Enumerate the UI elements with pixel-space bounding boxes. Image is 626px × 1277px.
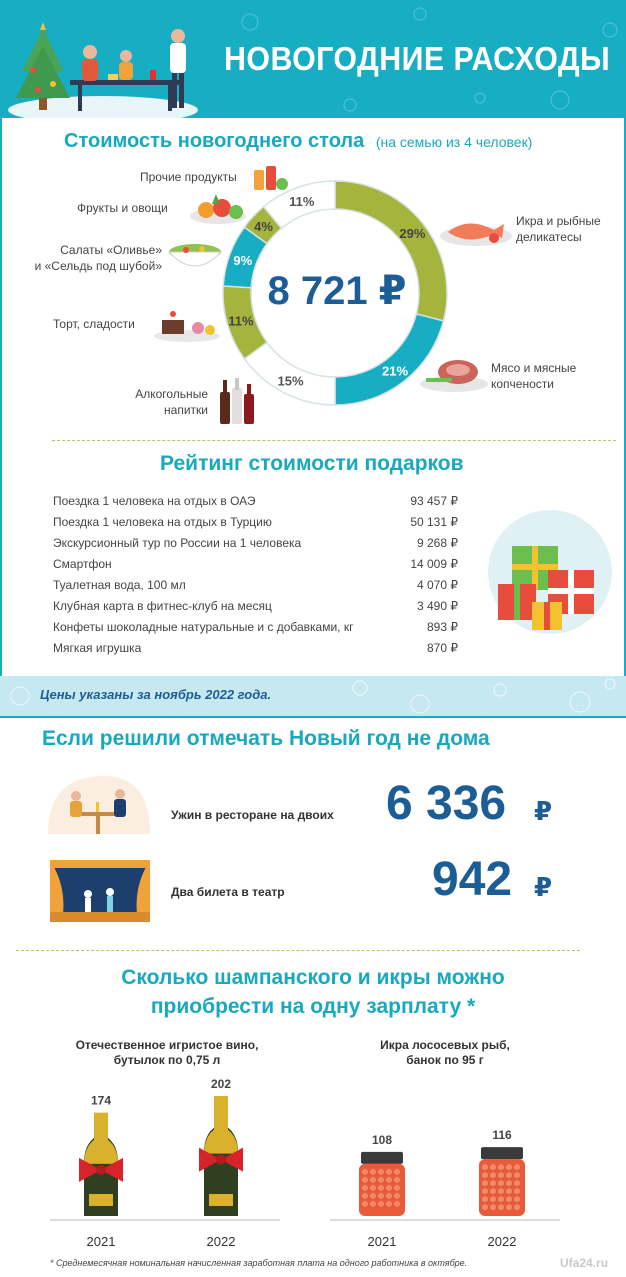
label-salads-line2: и «Сельдь под шубой» <box>34 259 162 273</box>
gift-item-price: 893 ₽ <box>427 619 458 634</box>
gift-row <box>53 553 458 574</box>
donut-value-label: 9% <box>233 252 253 268</box>
caviar-egg <box>362 1169 368 1175</box>
caviar-egg <box>514 1180 520 1186</box>
caviar-egg <box>370 1169 376 1175</box>
jar-lid <box>481 1147 523 1159</box>
caviar-egg <box>482 1164 488 1170</box>
caviar-egg <box>498 1188 504 1194</box>
gift-item-name: Поездка 1 человека на отдых в ОАЭ <box>53 493 256 508</box>
caviar-egg <box>362 1185 368 1191</box>
wine-chart-title-line2: бутылок по 0,75 л <box>113 1053 221 1067</box>
gift-item-price: 870 ₽ <box>427 640 458 655</box>
label-salads-line1: Салаты «Оливье» <box>60 243 162 257</box>
caviar-egg <box>514 1172 520 1178</box>
label-alcohol-line1: Алкогольные <box>135 387 208 401</box>
caviar-egg <box>506 1204 512 1210</box>
gift-item-name: Конфеты шоколадные натуральные и с добавками, кг <box>53 619 354 634</box>
restaurant-label: Ужин в ресторане на двоих <box>171 808 334 822</box>
table-cost-title-text: Стоимость новогоднего стола <box>64 130 365 152</box>
gift-row <box>53 490 458 511</box>
label-meat-line1: Мясо и мясные <box>491 361 577 375</box>
price-note-bar <box>0 676 626 716</box>
gift-row <box>53 532 458 553</box>
gift-row <box>53 574 458 595</box>
gift-row <box>53 595 458 616</box>
gift-item-name: Туалетная вода, 100 мл <box>53 577 186 592</box>
label-meat-line2: копчености <box>491 377 554 391</box>
donut-value-label: 29% <box>399 225 426 241</box>
caviar-egg <box>362 1201 368 1207</box>
caviar-egg <box>498 1172 504 1178</box>
caviar-egg <box>506 1180 512 1186</box>
meat-icon <box>418 352 490 394</box>
year-tick-label: 2022 <box>487 1234 517 1249</box>
gift-item-name: Клубная карта в фитнес-клуб на месяц <box>53 598 272 613</box>
caviar-egg <box>394 1177 400 1183</box>
salary-charts <box>0 1070 626 1260</box>
restaurant-price: 6 336 <box>386 777 507 830</box>
fish-caviar-icon <box>438 208 514 248</box>
jar-lid <box>361 1152 403 1164</box>
gift-row <box>53 637 458 658</box>
caviar-egg <box>490 1172 496 1178</box>
caviar-egg <box>362 1177 368 1183</box>
gift-item-price: 4 070 ₽ <box>417 577 458 592</box>
theater-label: Два билета в театр <box>171 885 285 899</box>
watermark: Ufa24.ru <box>560 1256 609 1270</box>
salary-title <box>0 963 626 1021</box>
table-cost-subtitle: (на семью из 4 человек) <box>375 134 533 150</box>
year-tick-label: 2022 <box>206 1234 236 1249</box>
table-cost-total: 8 721 ₽ <box>267 269 407 313</box>
ribbon-bow <box>96 1165 106 1175</box>
caviar-egg <box>490 1164 496 1170</box>
caviar-egg <box>506 1196 512 1202</box>
caviar-egg <box>514 1188 520 1194</box>
caviar-egg <box>394 1185 400 1191</box>
gift-row <box>53 511 458 532</box>
caviar-egg <box>490 1188 496 1194</box>
caviar-egg <box>514 1204 520 1210</box>
bar-value-label: 116 <box>492 1128 512 1143</box>
caviar-egg <box>482 1188 488 1194</box>
caviar-egg <box>506 1188 512 1194</box>
caviar-egg <box>482 1196 488 1202</box>
caviar-egg <box>362 1193 368 1199</box>
caviar-egg <box>394 1169 400 1175</box>
salad-bowl-icon <box>166 236 224 274</box>
caviar-egg <box>490 1196 496 1202</box>
gift-item-name: Экскурсионный тур по России на 1 человека <box>53 535 302 550</box>
gift-boxes-icon <box>482 506 618 640</box>
theater-price: 942 <box>432 853 513 906</box>
price-note-text: Цены указаны за ноябрь 2022 года. <box>40 687 272 702</box>
label-other-products: Прочие продукты <box>140 170 237 184</box>
caviar-egg <box>378 1185 384 1191</box>
donut-value-label: 11% <box>228 313 254 329</box>
salary-title-line2: приобрести на одну зарплату * <box>150 995 476 1018</box>
caviar-egg <box>482 1180 488 1186</box>
gifts-rating-title: Рейтинг стоимости подарков <box>160 452 464 475</box>
caviar-egg <box>498 1204 504 1210</box>
label-caviar-fish-line1: Икра и рыбные <box>516 214 601 228</box>
gift-item-price: 50 131 ₽ <box>410 514 458 529</box>
label-caviar-fish-line2: деликатесы <box>516 230 582 244</box>
bar-value-label: 202 <box>210 1077 232 1091</box>
caviar-egg <box>394 1201 400 1207</box>
wine-chart-title-line1: Отечественное игристое вино, <box>75 1038 259 1052</box>
gift-item-name: Смартфон <box>53 556 112 571</box>
ribbon-bow <box>216 1155 226 1165</box>
caviar-egg <box>490 1180 496 1186</box>
donut-value-label: 4% <box>254 218 273 234</box>
caviar-egg <box>370 1177 376 1183</box>
caviar-egg <box>514 1196 520 1202</box>
salary-title-line1: Сколько шампанского и икры можно <box>121 966 505 989</box>
caviar-egg <box>506 1172 512 1178</box>
caviar-egg <box>386 1169 392 1175</box>
footnote: * Среднемесячная номинальная начисленная заработная плата на одного работника в октябре. <box>50 1258 468 1268</box>
restaurant-currency: ₽ <box>534 796 553 826</box>
caviar-egg <box>498 1164 504 1170</box>
caviar-egg <box>498 1196 504 1202</box>
caviar-egg <box>386 1201 392 1207</box>
donut-value-label: 15% <box>277 373 304 389</box>
bottle-foil <box>84 1113 118 1164</box>
outside-title: Если решили отмечать Новый год не дома <box>42 727 490 750</box>
caviar-egg <box>482 1204 488 1210</box>
caviar-egg <box>482 1172 488 1178</box>
header-banner <box>0 0 626 118</box>
year-tick-label: 2021 <box>367 1234 397 1249</box>
bottle-foil <box>204 1096 238 1154</box>
donut-value-label: 21% <box>382 363 409 379</box>
caviar-egg <box>386 1193 392 1199</box>
caviar-egg <box>490 1204 496 1210</box>
caviar-egg <box>378 1177 384 1183</box>
caviar-egg <box>506 1164 512 1170</box>
gift-item-price: 9 268 ₽ <box>417 535 458 550</box>
groceries-icon <box>250 160 290 194</box>
caviar-egg <box>378 1169 384 1175</box>
gift-row <box>53 616 458 637</box>
gift-item-price: 3 490 ₽ <box>417 598 458 613</box>
theater-stage-icon <box>48 858 152 924</box>
alcohol-bottles-icon <box>216 376 258 426</box>
restaurant-dinner-icon <box>44 772 154 838</box>
theater-currency: ₽ <box>534 872 553 902</box>
caviar-egg <box>370 1193 376 1199</box>
table-cost-title <box>64 130 532 153</box>
gift-item-name: Поездка 1 человека на отдых в Турцию <box>53 514 272 529</box>
caviar-chart-title-line2: банок по 95 г <box>406 1053 484 1067</box>
label-fruits-vegetables: Фрукты и овощи <box>77 201 168 215</box>
family-dinner-illustration <box>8 10 208 118</box>
gift-item-price: 93 457 ₽ <box>410 493 458 508</box>
bar-value-label: 174 <box>90 1093 112 1108</box>
gift-item-price: 14 009 ₽ <box>410 556 458 571</box>
caviar-egg <box>378 1193 384 1199</box>
gift-item-name: Мягкая игрушка <box>53 640 142 655</box>
caviar-egg <box>498 1180 504 1186</box>
year-tick-label: 2021 <box>86 1234 116 1249</box>
caviar-egg <box>386 1185 392 1191</box>
label-alcohol-line2: напитки <box>164 403 208 417</box>
caviar-chart-title-line1: Икра лососевых рыб, <box>380 1038 510 1052</box>
caviar-egg <box>394 1193 400 1199</box>
caviar-egg <box>386 1177 392 1183</box>
caviar-egg <box>370 1185 376 1191</box>
wine-chart-title <box>52 1038 282 1068</box>
divider <box>16 950 580 951</box>
fruits-vegetables-icon <box>188 190 248 226</box>
caviar-egg <box>370 1201 376 1207</box>
donut-value-label: 11% <box>289 193 315 209</box>
caviar-chart-title <box>330 1038 560 1068</box>
caviar-egg <box>514 1164 520 1170</box>
label-cakes-sweets: Торт, сладости <box>53 317 135 331</box>
cake-sweets-icon <box>152 306 222 342</box>
bottle-label <box>209 1194 233 1206</box>
divider <box>52 440 616 441</box>
page-title: НОВОГОДНИЕ РАСХОДЫ <box>224 40 611 77</box>
caviar-egg <box>378 1201 384 1207</box>
bar-value-label: 108 <box>371 1132 393 1147</box>
bottle-label <box>89 1194 113 1206</box>
